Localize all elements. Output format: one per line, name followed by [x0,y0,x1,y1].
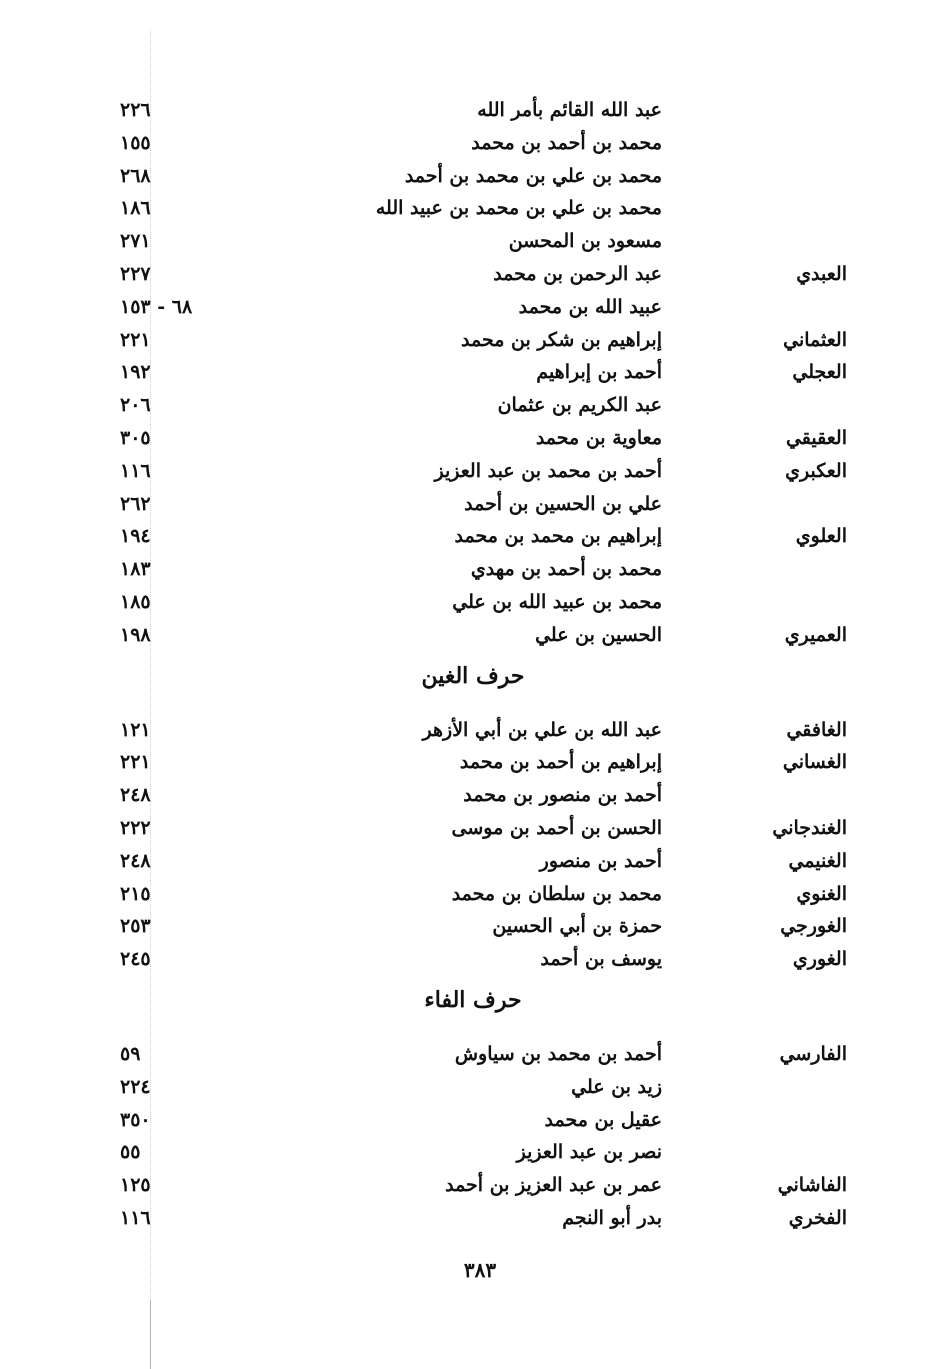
entry-page-ref: ٢٢٢ [120,816,151,839]
entry-nisba: الفاشاني [777,1174,847,1197]
entry-name: عمر بن عبد العزيز بن أحمد [445,1174,662,1197]
entry-name: أحمد بن إبراهيم [536,361,662,384]
entry-name: إبراهيم بن محمد بن محمد [454,525,662,548]
entry-name: محمد بن علي بن محمد بن عبيد الله [375,197,662,220]
entry-page-ref: ٢٦٢ [120,492,151,515]
entry-nisba: العبدي [796,262,847,285]
entry-page-ref: ١٩٨ [120,623,151,646]
entry-name: نصر بن عبد العزيز [516,1141,662,1164]
entry-nisba: الغنوي [796,882,847,905]
entry-name: محمد بن علي بن محمد بن أحمد [404,164,662,187]
entry-page-ref: ٢٢٦ [120,99,151,121]
entry-page-ref: ١٨٣ [120,558,151,581]
section-heading [0,663,950,689]
entry-name: علي بن الحسين بن أحمد [464,492,662,515]
index-entry [0,95,950,128]
index-entry [0,161,950,194]
index-entry [0,259,950,292]
section-heading-text: حرف الفاء [424,986,522,1013]
entry-page-ref: ٢٢٧ [120,262,151,285]
entry-nisba: الغافقي [786,718,847,741]
index-entry [0,193,950,226]
section-heading [0,987,950,1013]
section-heading-row [0,653,950,715]
entry-name: الحسين بن علي [535,623,662,646]
entry-page-ref: ١١٦ [120,1206,151,1229]
entry-name: مسعود بن المحسن [508,230,662,253]
entry-name: يوسف بن أحمد [540,948,662,971]
entry-page-ref: ٢٢١ [120,328,151,351]
entry-page-ref: ٥٥ [120,1141,141,1164]
entry-page-ref: ٢٧١ [120,230,151,253]
entry-name: عقيل بن محمد [544,1108,662,1131]
entry-nisba: الفارسي [779,1042,847,1065]
index-entry [0,1105,950,1138]
entry-name: أحمد بن محمد بن عبد العزيز [434,459,662,482]
entry-name: زيد بن علي [571,1075,662,1098]
entry-name: أحمد بن منصور [539,849,662,872]
index-entry [0,879,950,912]
index-entries [0,95,950,1236]
index-entry [0,911,950,944]
entry-page-ref: ٣٠٥ [120,426,151,449]
entry-page-ref: ٥٩ [120,1042,141,1065]
entry-page-ref: ١١٦ [120,459,151,482]
entry-page-ref: ٢٥٣ [120,915,151,938]
entry-name: أحمد بن منصور بن محمد [463,784,662,807]
entry-nisba: العثماني [783,328,847,351]
page-number-text: ٣٨٣ [463,1258,497,1282]
entry-page-ref: ١٢٥ [120,1174,151,1197]
entry-nisba: الفخري [788,1206,847,1229]
index-entry [0,813,950,846]
index-entry [0,1039,950,1072]
section-heading-row [0,977,950,1039]
index-entry [0,944,950,977]
index-entry [0,1137,950,1170]
entry-name: أحمد بن محمد بن سياوش [454,1042,662,1065]
entry-nisba: الغورجي [780,915,847,938]
entry-nisba: الغساني [782,751,847,774]
entry-page-ref: ٢٢٤ [120,1075,151,1098]
index-entry [0,846,950,879]
entry-page-ref: ٣٥٠ [120,1108,151,1131]
index-entry [0,747,950,780]
entry-page-ref: ١٩٤ [120,525,151,548]
index-entry [0,226,950,259]
entry-nisba: العقيقي [785,426,847,449]
binding-edge-line [150,1300,151,1369]
index-entry [0,1203,950,1236]
entry-page-ref: ٢٤٥ [120,948,151,971]
index-entry [0,423,950,456]
entry-page-ref: ١٨٦ [120,197,151,220]
entry-name: عبيد الله بن محمد [518,295,662,318]
entry-page-ref: ٢٠٦ [120,394,151,417]
entry-nisba: الغنيمي [788,849,847,872]
entry-name: محمد بن سلطان بن محمد [451,882,662,905]
entry-name: عبد الرحمن بن محمد [493,262,662,285]
entry-name: حمزة بن أبي الحسين [492,915,662,938]
entry-name: عبد الله بن علي بن أبي الأزهر [422,718,662,741]
index-entry [0,554,950,587]
index-entry [0,325,950,358]
index-entry [0,620,950,653]
entry-name: إبراهيم بن شكر بن محمد [461,328,662,351]
entry-name: محمد بن عبيد الله بن علي [452,590,662,613]
entry-name: محمد بن أحمد بن محمد [471,131,662,154]
entry-page-ref: ٢٦٨ [120,164,151,187]
section-heading-text: حرف الغين [421,662,525,689]
entry-name: عبد الله القائم بأمر الله [477,99,662,121]
entry-name: إبراهيم بن أحمد بن محمد [459,751,662,774]
index-entry [0,521,950,554]
entry-page-ref: ١٢١ [120,718,151,741]
entry-name: عبد الكريم بن عثمان [497,394,662,417]
entry-name: معاوية بن محمد [535,426,662,449]
index-entry [0,715,950,748]
index-entry [0,587,950,620]
entry-page-ref: ٢٤٨ [120,849,151,872]
index-entry [0,357,950,390]
index-entry [0,456,950,489]
entry-page-ref: ٢٢١ [120,751,151,774]
entry-page-ref: ٢٤٨ [120,784,151,807]
index-entry [0,780,950,813]
entry-page-ref: ٢١٥ [120,882,151,905]
entry-nisba: العكبري [785,459,847,482]
entry-page-ref: ١٨٥ [120,590,151,613]
entry-nisba: الغوري [792,948,847,971]
entry-name: الحسن بن أحمد بن موسى [451,816,662,839]
index-entry [0,1072,950,1105]
index-entry [0,390,950,423]
index-entry [0,1170,950,1203]
entry-name: محمد بن أحمد بن مهدي [470,558,662,581]
entry-page-ref: ١٥٥ [120,131,151,154]
entry-nisba: العلوي [795,525,847,548]
entry-name: بدر أبو النجم [562,1206,662,1229]
entry-nisba: الغندجاني [772,816,847,839]
entry-nisba: العميري [784,623,847,646]
entry-nisba: العجلي [792,361,847,384]
page-number [0,1258,950,1282]
entry-page-ref: ١٩٢ [120,361,151,384]
index-entry [0,489,950,522]
index-entry [0,292,950,325]
entry-page-ref: ٦٨ - ١٥٣ [120,295,193,318]
index-entry [0,128,950,161]
